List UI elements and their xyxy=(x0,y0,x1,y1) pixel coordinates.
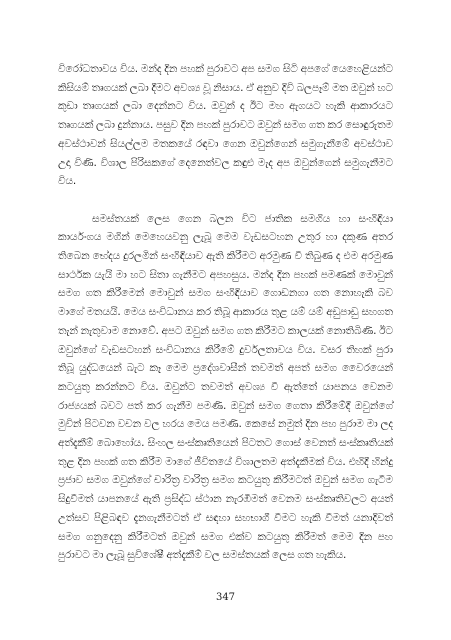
paragraph-2: සමස්තයක් ලෙස ගෙන බලන විට ජාතික සමගිය හා සංහිඳියා කාර්යංගය මගින් මෙහෙයවනු ලැබූ මෙම වැඩසටහන උතුර හා දකුණ අතර තිබෙන භේදය දුරලමින් සංහිඳියාව ඇති කිරීමට අරමුණ වී තිබුණ ද එම අරමුණ සාර්ථක යැයි මා හට සිතා ගැනීමට අපහසුය. මන්ද දින පහක් පමණක් මොවුන් සමග ගත කිරීමෙන් මොවුන් සමග සංහිඳියාව ගොඩනගා ගත නොහැකි බව මාගේ මතයයි. මෙය සංවිධානය කර තිබූ ආකාරය තුළ යම් යම් අඩුපාඩු සහගත තැන් නැතුවාම නොවේ. අපට ඔවුන් සමග ගත කිරීමට කාලයක් නොතිබිණි. ඊට ඔවුන්ගේ වැඩසටහන් සංවිධානය කිරීමේ දුර්වලතාවය විය. වසර තිහක් පුරා තිබූ යුද්ධයෙන් බැට කෑ මෙම ප්‍රදේශවාසීන් තවමත් අපත් සමග වෛරයෙන් කටයුතු කරන්නට විය. ඔවුන්ට තවමත් අවශ්‍ය වී ඇත්තේ යාපනය වෙනම රාජ්‍යයක් බවට පත් කර ගැනීම පමණි. ඔවුන් සමග ගෙතා කිරීමේදී ඔවුන්ගේ මුවින් පිටවන වචන වල හරය මෙය පමණි. කෙසේ නමුත් දින පහ පුරාම මා ලද අත්දැකීම් බොහෝය. සිංහල සංස්කෘතියෙන් පිටතට ගොස් වෙනත් සංස්කෘතියක් තුළ දින පහක් ගත කිරීම මාගේ ජීවිතයේ විශාලතම අත්දැකීමක් විය. එහිදී හින්දු ප්‍රජාව සමග ඔවුන්ගේ චාරිත්‍ර වාරිත්‍ර සමග කටයුතු කිරීමටත් ඔවුන් සමග ගැටීම සිදුවීමත් යාපනයේ ඇති ප්‍රසිද්ධ ස්ථාන නැරඹීමත් වෙනම සංස්කෘතිවලට අයත් උත්සව පිළිබඳව දැනගැනීමටත් ඒ සඳහා සහභාගී වීමට හැකි වීමත් යනාදිවත් සමග ගනුදෙනු කිරීමටත් ඔවුන් සමග එක්ව කටයුතු කිරීමත් මෙම දින පහ පුරාවට මා ලැබූ සුවිශේෂී අත්දැකීම් වල සමස්තයක් ලෙස ගත හැකිය. xyxy=(58,212,393,562)
paragraph-1: විරෝධතාවය විය. මන්ද දින පහක් පුරාවට අප සමග සිටි අපගේ යෙහෙළියන්ට කිසියම් තෘගයක් ලබා දීමට අවශ්‍ය වූ නිසාය. ඒ අනුව දිවි බලපෑම් මත ඔවුන් හට කුඩා තෘගයක් ලබා දෙන්නට විය. ඔවුන් ද ඊට මහ ඇගයට හැකි ආකාරයට තෘගයක් ලබා දුන්නාය. පසුව දින පහක් පුරාවට ඔවුන් සමග ගත කර සොඳුරුතම අවස්ථාවන් සියල්ලම මතකයේ රඳවා ගෙන ඔවුන්ගෙන් සමුගැනීමේ අවස්ථාව උදා විණි. විශාල පිරිසකගේ දෙනෙත්වල කඳුළු මැද අප ඔවුන්ගෙන් සමුගැනීමට විය. xyxy=(58,63,393,188)
body-text xyxy=(58,60,393,584)
page-number: 347 xyxy=(215,592,236,603)
